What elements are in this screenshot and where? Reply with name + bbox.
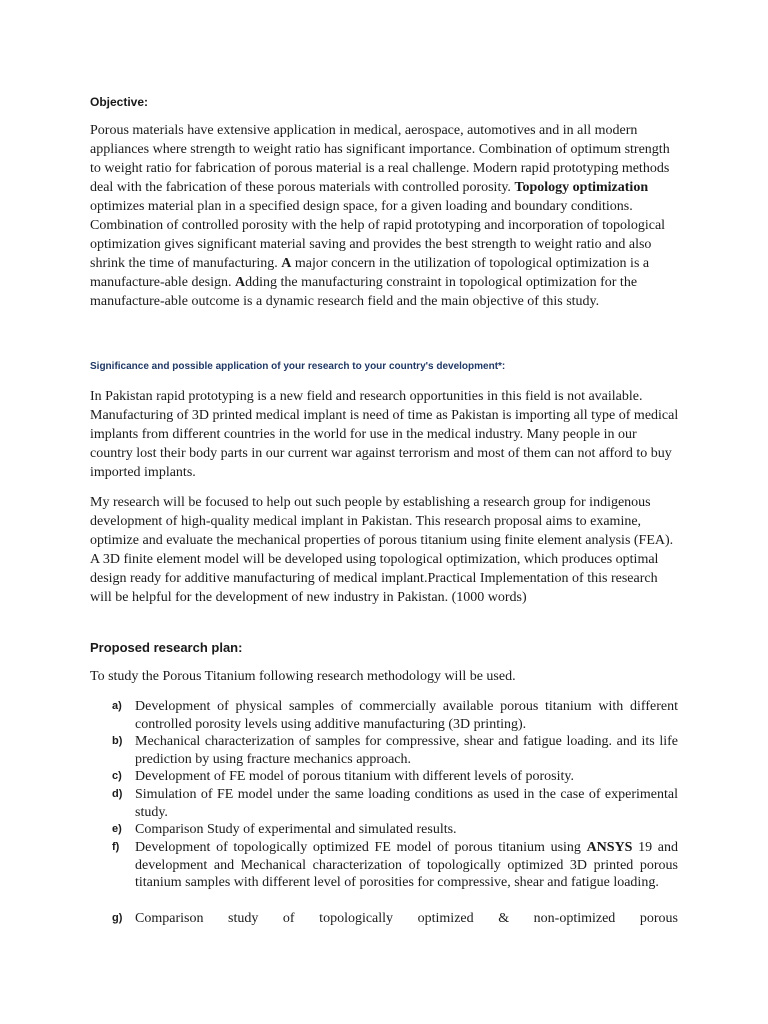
list-item-text: Comparison study of topologically optimized & non-optimized porous	[135, 911, 678, 926]
objective-bold-a-1: A	[281, 256, 292, 271]
list-item-text-after: 19 and development and Mechanical characterization of topologically optimized 3D printed porous titanium samples with different level of porosities for compressive, shear and fatigue loading.	[135, 840, 678, 890]
list-marker: f)	[112, 841, 120, 853]
list-item-text-before: Development of topologically optimized FE model of porous titanium using	[135, 840, 587, 855]
list-item	[90, 768, 678, 786]
list-item-bold: ANSYS	[586, 840, 633, 855]
list-marker: e)	[112, 823, 122, 835]
objective-heading: Objective:	[90, 95, 149, 109]
significance-paragraph-2: My research will be focused to help out such people by establishing a research group for indigenous development of high-quality medical implant in Pakistan. This research proposal aims to examine, optimize and evaluate the mechanical properties of porous titanium using finite element analysis (FEA). A 3D finite element model will be developed using topological optimization, which produces optimal design ready for additive manufacturing of medical implant.Practical Implementation of this research will be helpful for the development of new industry in Pakistan. (1000 words)	[90, 495, 674, 605]
objective-text-3: major concern in the utilization of topological optimization is a manufacture-able design.	[90, 256, 650, 290]
methodology-list	[90, 698, 678, 928]
list-item-text: Development of physical samples of commercially available porous titanium with different controlled porosity levels using additive manufacturing (3D printing).	[135, 699, 678, 732]
list-item	[90, 733, 678, 768]
plan-intro: To study the Porous Titanium following research methodology will be used.	[90, 669, 516, 684]
list-item-text: Development of FE model of porous titanium with different levels of porosity.	[135, 769, 574, 784]
list-item-text: Simulation of FE model under the same loading conditions as used in the case of experimental study.	[135, 787, 678, 820]
list-item	[90, 821, 678, 839]
list-item-text: Mechanical characterization of samples for compressive, shear and fatigue loading. and its life prediction by using fracture mechanics approach.	[135, 734, 678, 767]
objective-text-1: Porous materials have extensive application in medical, aerospace, automotives and in all modern appliances where strength to weight ratio has significant importance. Combination of optimum strength to weight ratio for fabrication of porous material is a real challenge. Modern rapid prototyping methods deal with the fabrication of these porous materials with controlled porosity.	[90, 123, 670, 195]
list-item	[90, 786, 678, 821]
list-marker: c)	[112, 770, 122, 782]
list-item	[90, 839, 678, 910]
list-item	[90, 698, 678, 733]
objective-bold-a-2: A	[235, 275, 246, 290]
significance-paragraph-1: In Pakistan rapid prototyping is a new field and research opportunities in this field is not available. Manufacturing of 3D printed medical implant is need of time as Pakistan is importing all type of medical implants from different countries in the world for use in the medical industry. Many people in our country lost their body parts in our current war against terrorism and most of them can not afford to buy imported implants.	[90, 389, 679, 480]
list-marker: d)	[112, 788, 123, 800]
list-item	[90, 910, 678, 928]
list-item-text: Comparison Study of experimental and simulated results.	[135, 822, 457, 837]
objective-bold-term: Topology optimization	[514, 180, 649, 195]
objective-paragraph	[90, 121, 680, 311]
list-marker: g)	[112, 912, 123, 924]
plan-heading: Proposed research plan:	[90, 640, 243, 655]
significance-heading: Significance and possible application of your research to your country's development*:	[90, 361, 506, 372]
objective-text-2: optimizes material plan in a specified design space, for a given loading and boundary conditions. Combination of controlled porosity with the help of rapid prototyping and incorporation of topological optimization gives significant material saving and provides the best strength to weight ratio and also shrink the time of manufacturing.	[90, 199, 666, 271]
objective-text-4: dding the manufacturing constraint in topological optimization for the manufacture-able outcome is a dynamic research field and the main objective of this study.	[90, 275, 638, 309]
list-marker: a)	[112, 700, 122, 712]
list-marker: b)	[112, 735, 123, 747]
